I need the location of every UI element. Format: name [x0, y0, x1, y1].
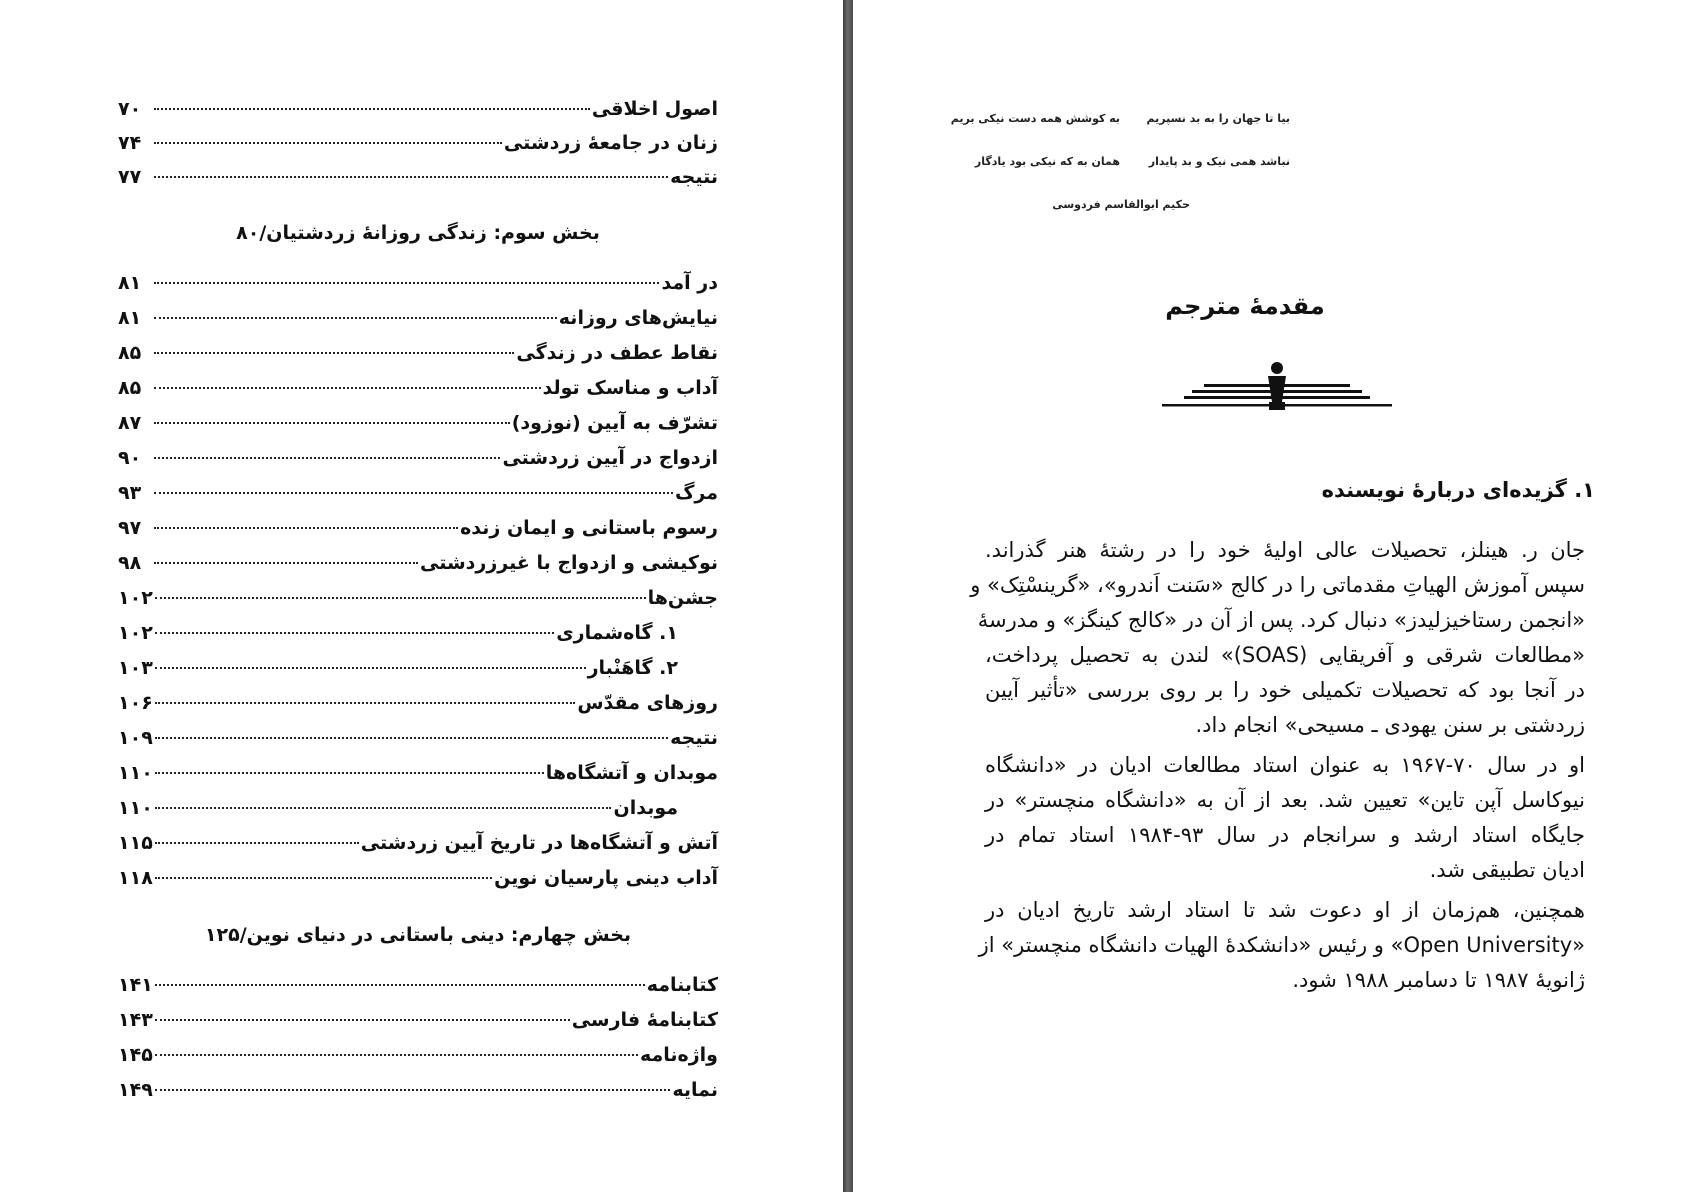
toc-entry-label: زنان در جامعهٔ زردشتی — [503, 132, 718, 154]
toc-entry — [118, 162, 718, 192]
toc-entry — [118, 688, 718, 718]
toc-entry — [118, 303, 718, 333]
toc-leader-dots — [154, 368, 541, 389]
paragraph-line: جان ر. هینلز، تحصیلات عالی اولیهٔ خود را در رشتهٔ هنر گذراند. — [985, 538, 1585, 562]
toc-entry-page: ۹۰ — [118, 447, 142, 469]
toc-entry-label: آداب و مناسک تولد — [542, 377, 718, 399]
toc-entry-label: ۱. گاه‌شماری — [556, 622, 678, 644]
verse-line-1-right: بیا تا جهان را به بد نسپریم — [1146, 112, 1290, 125]
toc-leader-dots — [155, 823, 359, 844]
toc-entry — [118, 653, 718, 683]
toc-entry-label: تشرّف به آیین (نوزود) — [511, 412, 718, 434]
toc-leader-dots — [155, 788, 612, 809]
toc-section-heading: بخش چهارم: دینی باستانی در دنیای نوین/۱۲۵ — [204, 924, 632, 946]
paragraph-line: «Open University» و رئیس «دانشکدهٔ الهیات دانشگاه منچستر» از — [978, 933, 1585, 957]
paragraph-line: سپس آموزش الهیاتِ مقدماتی را در کالج «سَنت اَندرو»، «گرینسْتِک» و — [970, 573, 1585, 597]
toc-entry-page: ۹۸ — [118, 552, 142, 574]
toc-entry-label: ۲. گاهَنْبار — [587, 657, 678, 679]
toc-entry-page: ۹۳ — [118, 482, 142, 504]
toc-entry — [118, 443, 718, 473]
toc-entry-label: اصول اخلاقی — [591, 98, 718, 120]
toc-entry-label: روزهای مقدّس — [577, 692, 718, 714]
toc-entry — [118, 583, 718, 613]
toc-entry-label: آداب دینی پارسیان نوین — [494, 867, 718, 889]
toc-leader-dots — [155, 648, 586, 669]
toc-entry — [118, 128, 718, 158]
verse-attribution: حکیم ابوالقاسم فردوسی — [1052, 198, 1190, 211]
toc-leader-dots — [154, 333, 514, 354]
paragraph-line: همچنین، هم‌زمان از او دعوت شد تا استاد ارشد تاریخ ادیان در — [985, 898, 1585, 922]
toc-entry — [118, 970, 718, 1000]
toc-leader-dots — [154, 298, 557, 319]
toc-section-heading: بخش سوم: زندگی روزانهٔ زردشتیان/۸۰ — [236, 222, 600, 244]
toc-entry-page: ۱۱۸ — [118, 867, 153, 889]
toc-leader-dots — [155, 718, 668, 739]
verse-line-2-left: همان به که نیکی بود یادگار — [974, 155, 1120, 168]
toc-entry-label: در آمد — [661, 272, 718, 294]
toc-entry-label: جشن‌ها — [647, 587, 718, 609]
toc-entry — [118, 1005, 718, 1035]
toc-entry-page: ۱۰۳ — [118, 657, 153, 679]
toc-entry-page: ۱۱۰ — [118, 797, 153, 819]
toc-leader-dots — [155, 613, 554, 634]
toc-entry — [118, 758, 718, 788]
toc-entry — [118, 618, 718, 648]
toc-leader-dots — [155, 1000, 570, 1021]
toc-entry-page: ۱۴۵ — [118, 1044, 153, 1066]
toc-entry-page: ۹۷ — [118, 517, 142, 539]
toc-entry-page: ۱۴۹ — [118, 1079, 153, 1101]
toc-leader-dots — [154, 403, 510, 424]
toc-leader-dots — [155, 1070, 671, 1091]
toc-entry — [118, 548, 718, 578]
toc-entry-page: ۱۰۲ — [118, 622, 153, 644]
paragraph-line: ژانویهٔ ۱۹۸۷ تا دسامبر ۱۹۸۸ شود. — [1292, 968, 1585, 992]
toc-entry-page: ۱۴۳ — [118, 1009, 153, 1031]
toc-entry-page: ۱۴۱ — [118, 974, 153, 996]
toc-entry — [118, 1040, 718, 1070]
toc-entry-page: ۱۰۶ — [118, 692, 153, 714]
toc-entry-label: نتیجه — [670, 727, 718, 749]
section-heading: ۱. گزیده‌ای دربارهٔ نویسنده — [1321, 478, 1595, 502]
toc-entry-label: نیایش‌های روزانه — [558, 307, 718, 329]
toc-entry-label: موبدان — [613, 797, 678, 819]
toc-leader-dots — [155, 1035, 638, 1056]
toc-entry-page: ۱۰۹ — [118, 727, 153, 749]
toc-entry-label: کتابنامهٔ فارسی — [571, 1009, 718, 1031]
page-title: مقدمهٔ مترجم — [1165, 292, 1325, 320]
paragraph-line: جایگاه استاد ارشد و سرانجام در سال ۹۳-۱۹۸۴ استاد تمام در — [985, 823, 1586, 847]
toc-leader-dots — [154, 508, 458, 529]
toc-entry-label: واژه‌نامه — [639, 1044, 718, 1066]
toc-leader-dots — [155, 965, 645, 986]
faravahar-icon — [1154, 356, 1400, 416]
toc-entry-label: آتش و آتشگاه‌ها در تاریخ آیین زردشتی — [360, 832, 718, 854]
toc-entry-page: ۷۰ — [118, 98, 142, 120]
toc-entry-page: ۸۱ — [118, 272, 142, 294]
toc-entry-page: ۱۱۰ — [118, 762, 153, 784]
toc-entry — [118, 338, 718, 368]
toc-leader-dots — [154, 543, 418, 564]
toc-leader-dots — [155, 683, 576, 704]
toc-leader-dots — [155, 753, 544, 774]
toc-entry-label: موبدان و آتشگاه‌ها — [545, 762, 718, 784]
toc-entry — [118, 513, 718, 543]
toc-entry — [118, 94, 718, 124]
toc-entry — [118, 828, 718, 858]
toc-entry-label: مرگ — [674, 482, 718, 504]
toc-leader-dots — [154, 89, 590, 110]
toc-entry-page: ۸۷ — [118, 412, 142, 434]
toc-leader-dots — [154, 157, 668, 178]
toc-leader-dots — [154, 438, 500, 459]
paragraph-line: ادیان تطبیقی شد. — [1429, 858, 1585, 882]
toc-leader-dots — [155, 578, 646, 599]
paragraph-line: زردشتی بر سنن یهودی ـ مسیحی» انجام داد. — [1195, 713, 1585, 737]
toc-leader-dots — [154, 263, 659, 284]
toc-entry-label: نمایه — [672, 1079, 718, 1101]
toc-leader-dots — [154, 473, 673, 494]
paragraph-line: نیوکاسل آپن تاین» تعیین شد. بعد از آن به «دانشگاه منچستر» در — [985, 788, 1585, 812]
paragraph-line: «انجمن رستاخیزلیدز» دنبال کرد. پس از آن در «کالج کینگز» و مدرسهٔ — [977, 608, 1585, 632]
toc-leader-dots — [154, 123, 502, 144]
toc-entry-label: نوکیشی و ازدواج با غیرزردشتی — [419, 552, 718, 574]
toc-entry-label: ازدواج در آیین زردشتی — [502, 447, 718, 469]
toc-entry-label: نتیجه — [670, 166, 718, 188]
toc-leader-dots — [155, 858, 492, 879]
toc-entry — [118, 478, 718, 508]
toc-entry — [118, 1075, 718, 1105]
paragraph-line: او در سال ۷۰-۱۹۶۷ به عنوان استاد مطالعات ادیان در «دانشگاه — [985, 753, 1585, 777]
toc-entry — [118, 723, 718, 753]
toc-entry — [118, 408, 718, 438]
book-spine — [843, 0, 853, 1192]
toc-entry-page: ۸۱ — [118, 307, 142, 329]
toc-entry-page: ۸۵ — [118, 342, 142, 364]
verse-line-2-right: نباشد همی نیک و بد پایدار — [1148, 155, 1290, 168]
toc-entry-page: ۱۰۲ — [118, 587, 153, 609]
toc-entry-page: ۱۱۵ — [118, 832, 153, 854]
paragraph-line: «مطالعات شرقی و آفریقایی (SOAS)» لندن به تحصیل پرداخت، — [985, 643, 1585, 667]
toc-entry — [118, 268, 718, 298]
toc-entry-label: کتابنامه — [646, 974, 718, 996]
toc-entry-page: ۷۴ — [118, 132, 142, 154]
verse-line-1-left: به کوشش همه دست نیکی بریم — [950, 112, 1120, 125]
toc-entry-label: رسوم باستانی و ایمان زنده — [460, 517, 718, 539]
toc-entry-page: ۸۵ — [118, 377, 142, 399]
toc-entry-label: نقاط عطف در زندگی — [516, 342, 718, 364]
paragraph-line: در آنجا بود که تحصیلات تکمیلی خود را بر روی بررسی «تأثیر آیین — [985, 678, 1585, 702]
toc-entry — [118, 863, 718, 893]
toc-entry — [118, 793, 718, 823]
toc-entry — [118, 373, 718, 403]
toc-entry-page: ۷۷ — [118, 166, 142, 188]
